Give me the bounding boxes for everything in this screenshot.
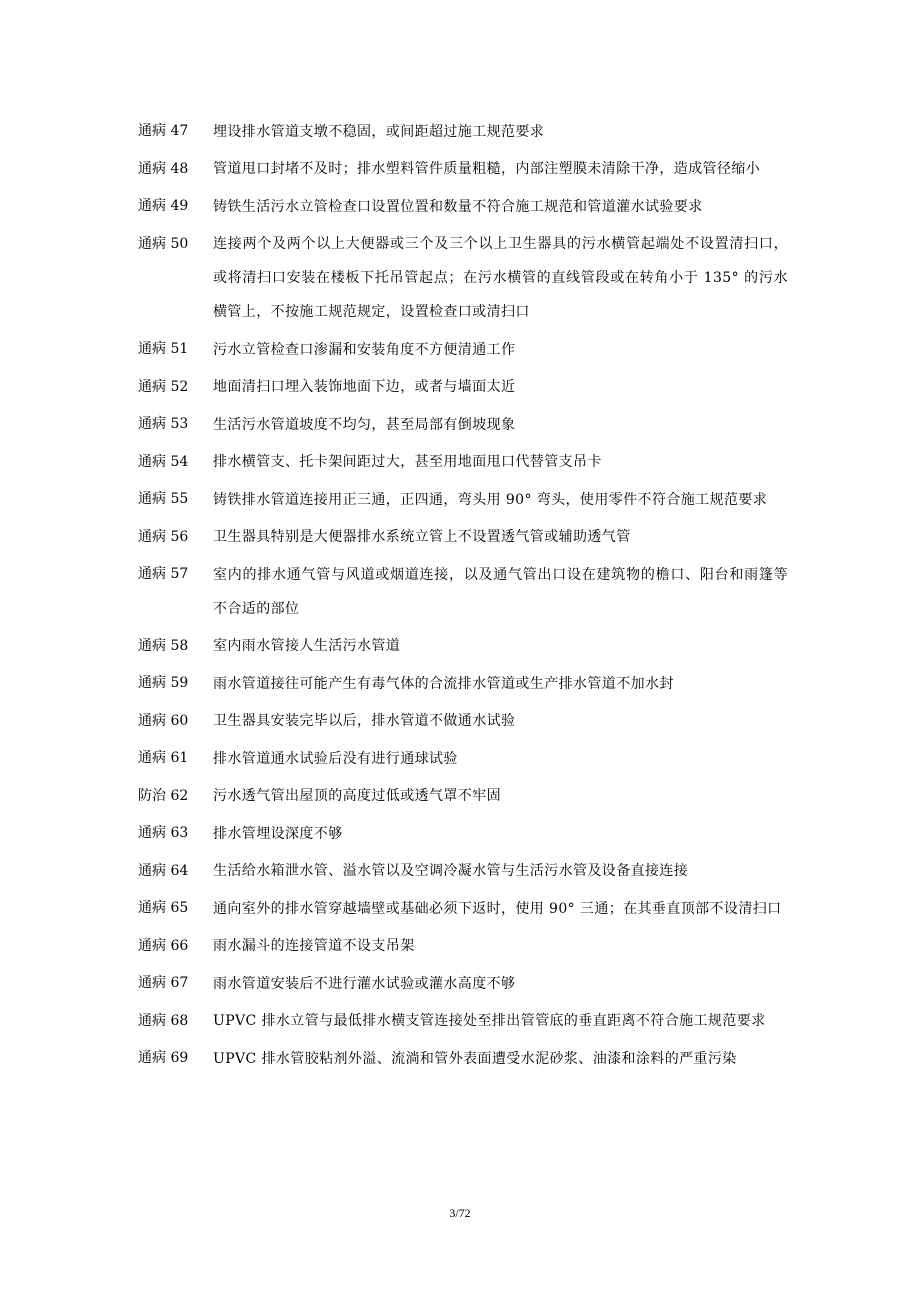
list-item xyxy=(138,633,788,664)
item-label: 通病 53 xyxy=(138,416,189,432)
item-text: 排水管埋设深度不够 xyxy=(213,825,343,842)
item-label: 通病 60 xyxy=(138,712,189,729)
list-item xyxy=(138,933,788,964)
item-label: 通病 67 xyxy=(138,975,189,991)
item-text: 排水管道通水试验后没有进行通球试验 xyxy=(213,750,458,767)
item-label: 通病 63 xyxy=(138,825,189,841)
item-text: 埋设排水管道支墩不稳固，或间距超过施工规范要求 xyxy=(213,123,545,140)
item-label: 通病 64 xyxy=(138,862,189,879)
item-label: 通病 68 xyxy=(138,1012,189,1029)
list-item xyxy=(138,449,788,480)
item-text: UPVC 排水立管与最低排水横支管连接处至排出管管底的垂直距离不符合施工规范要求 xyxy=(213,1013,766,1029)
list-item xyxy=(138,524,788,555)
list-item xyxy=(138,820,788,851)
list-item xyxy=(138,486,788,517)
item-label: 通病 66 xyxy=(138,937,189,954)
list-item xyxy=(138,1045,788,1076)
list-item xyxy=(138,231,788,330)
item-label: 通病 58 xyxy=(138,637,189,654)
item-text: 雨水管道接往可能产生有毒气体的合流排水管道或生产排水管道不加水封 xyxy=(213,675,674,692)
item-text: UPVC 排水管胶粘剂外溢、流淌和管外表面遭受水泥砂浆、油漆和涂料的严重污染 xyxy=(213,1050,737,1067)
list-item xyxy=(138,970,788,1001)
item-label: 通病 47 xyxy=(138,123,189,139)
item-text: 雨水漏斗的连接管道不设支吊架 xyxy=(213,938,415,954)
item-label: 通病 52 xyxy=(138,378,189,395)
list-item xyxy=(138,1008,788,1039)
list-item xyxy=(138,561,788,626)
item-label: 通病 54 xyxy=(138,453,189,470)
item-label: 防治 62 xyxy=(138,787,189,804)
item-text: 污水立管检查口渗漏和安装角度不方便清通工作 xyxy=(213,341,516,358)
item-label: 通病 69 xyxy=(138,1050,189,1066)
list-item xyxy=(138,858,788,889)
item-text: 污水透气管出屋顶的高度过低或透气罩不牢固 xyxy=(213,788,501,804)
item-label: 通病 56 xyxy=(138,528,189,545)
item-text: 卫生器具安装完毕以后，排水管道不做通水试验 xyxy=(213,713,516,729)
list-item xyxy=(138,745,788,776)
list-item xyxy=(138,708,788,739)
item-label: 通病 55 xyxy=(138,491,189,507)
item-text: 排水横管支、托卡架间距过大，甚至用地面甩口代替管支吊卡 xyxy=(213,454,602,470)
list-item xyxy=(138,895,788,926)
item-text: 铸铁排水管道连接用正三通，正四通，弯头用 90° 弯头，使用零件不符合施工规范要求 xyxy=(213,491,768,508)
item-label: 通病 57 xyxy=(138,566,189,582)
item-text: 室内雨水管接人生活污水管道 xyxy=(213,638,401,654)
item-text: 雨水管道安装后不进行灌水试验或灌水高度不够 xyxy=(213,975,516,992)
item-label: 通病 59 xyxy=(138,675,189,691)
item-label: 通病 61 xyxy=(138,750,189,766)
list-item xyxy=(138,670,788,701)
item-label: 通病 51 xyxy=(138,341,189,357)
item-text: 室内的排水通气管与风道或烟道连接，以及通气管出口设在建筑物的檐口、阳台和雨篷等不合适的部位 xyxy=(213,566,788,617)
item-text: 卫生器具特别是大便器排水系统立管上不设置透气管或辅助透气管 xyxy=(213,529,631,545)
item-text: 生活污水管道坡度不均匀，甚至局部有倒坡现象 xyxy=(213,416,516,433)
list-item xyxy=(138,193,788,224)
list-item xyxy=(138,411,788,442)
defect-list xyxy=(138,118,788,1083)
item-text: 管道甩口封堵不及时；排水塑料管件质量粗糙，内部注塑膜未清除干净，造成管径缩小 xyxy=(213,161,761,177)
item-text: 铸铁生活污水立管检查口设置位置和数量不符合施工规范和管道灌水试验要求 xyxy=(213,198,703,215)
item-text: 地面清扫口埋入装饰地面下边，或者与墙面太近 xyxy=(213,379,516,395)
item-text: 连接两个及两个以上大便器或三个及三个以上卫生器具的污水横管起端处不设置清扫口，或将清扫口安装在楼板下托吊管起点；在污水横管的直线管段或在转角小于 135° 的污水横管上，不按施工规范规定，设置检查口或清扫口 xyxy=(213,236,788,320)
item-label: 通病 50 xyxy=(138,235,189,252)
list-item xyxy=(138,374,788,405)
page-number: 3/72 xyxy=(449,1206,471,1220)
list-item xyxy=(138,783,788,814)
item-label: 通病 49 xyxy=(138,198,189,214)
list-item xyxy=(138,118,788,149)
item-text: 生活给水箱泄水管、溢水管以及空调冷凝水管与生活污水管及设备直接连接 xyxy=(213,863,689,879)
list-item xyxy=(138,336,788,367)
item-label: 通病 48 xyxy=(138,160,189,177)
item-text: 通向室外的排水管穿越墙壁或基础必须下返时，使用 90° 三通；在其垂直顶部不设清扫口 xyxy=(213,900,782,917)
list-item xyxy=(138,156,788,187)
item-label: 通病 65 xyxy=(138,900,189,916)
